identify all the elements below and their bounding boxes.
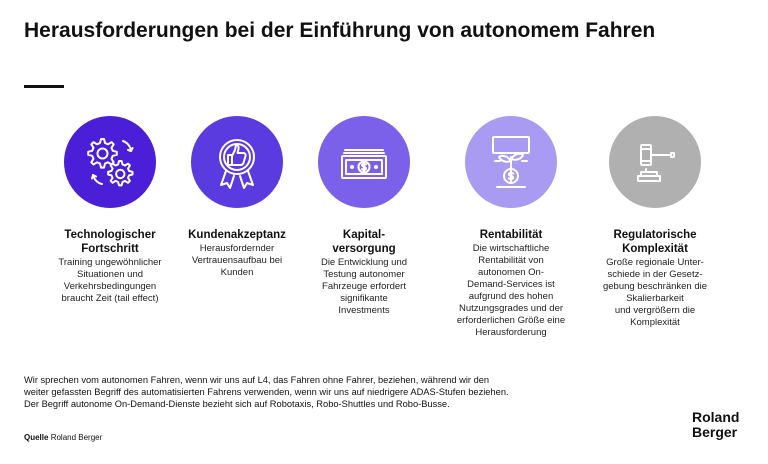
title-underline (24, 85, 64, 88)
challenge-description: Große regionale Unter- schiede in der Gesetz- gebung beschränken die Skalierbarkeit und vergrößern die Komplexität (602, 257, 708, 328)
challenge-title: Regulatorische Komplexität (613, 229, 697, 255)
source-value: Roland Berger (50, 433, 103, 442)
money-plant-icon (465, 116, 557, 208)
source-label: Quelle (24, 433, 49, 442)
challenge-description: Die wirtschaftliche Rentabilität von autonomen On- Demand-Services ist aufgrund des hohen Nutzungsgrades und der erforderlichen Größe eine Herausforderung (456, 243, 566, 338)
footnote: Wir sprechen vom autonomen Fahren, wenn wir uns auf L4, das Fahren ohne Fahrer, beziehen, während wir den weiter gefassten Begriff des automatisierten Fahrens verwenden, wenn wir uns auf niedrigere ADAS-Stufen beziehen. Der Begriff autonome On-Demand-Dienste bezieht sich auf Robotaxis, Robo-Shuttles und Robo-Busse. (24, 375, 509, 409)
challenge-title: Kapital- versorgung (332, 229, 396, 255)
thumbs-up-badge-icon (191, 116, 283, 208)
challenge-description: Training ungewöhnlicher Situationen und Verkehrsbedingungen braucht Zeit (tail effect) (58, 257, 162, 304)
challenge-title: Rentabilität (479, 229, 543, 241)
gears-icon (64, 116, 156, 208)
challenge-description: Herausfordernder Vertrauensaufbau bei Kunden (191, 243, 283, 278)
source-note (24, 433, 102, 442)
page-title: Herausforderungen bei der Einführung von autonomem Fahren (24, 19, 656, 42)
challenge-description: Die Entwicklung und Testung autonomer Fahrzeuge erfordert signifikante Investments (320, 257, 408, 316)
gavel-icon (609, 116, 701, 208)
challenge-title: Technologischer Fortschritt (64, 229, 156, 255)
roland-berger-logo: Roland Berger (692, 409, 740, 440)
challenge-profitability (441, 116, 581, 339)
challenge-title: Kundenakzeptanz (188, 229, 286, 241)
banknote-icon (318, 116, 410, 208)
challenge-customer-acceptance (167, 116, 307, 279)
challenge-technology (40, 116, 180, 305)
challenge-regulatory (585, 116, 725, 329)
challenge-capital (294, 116, 434, 317)
